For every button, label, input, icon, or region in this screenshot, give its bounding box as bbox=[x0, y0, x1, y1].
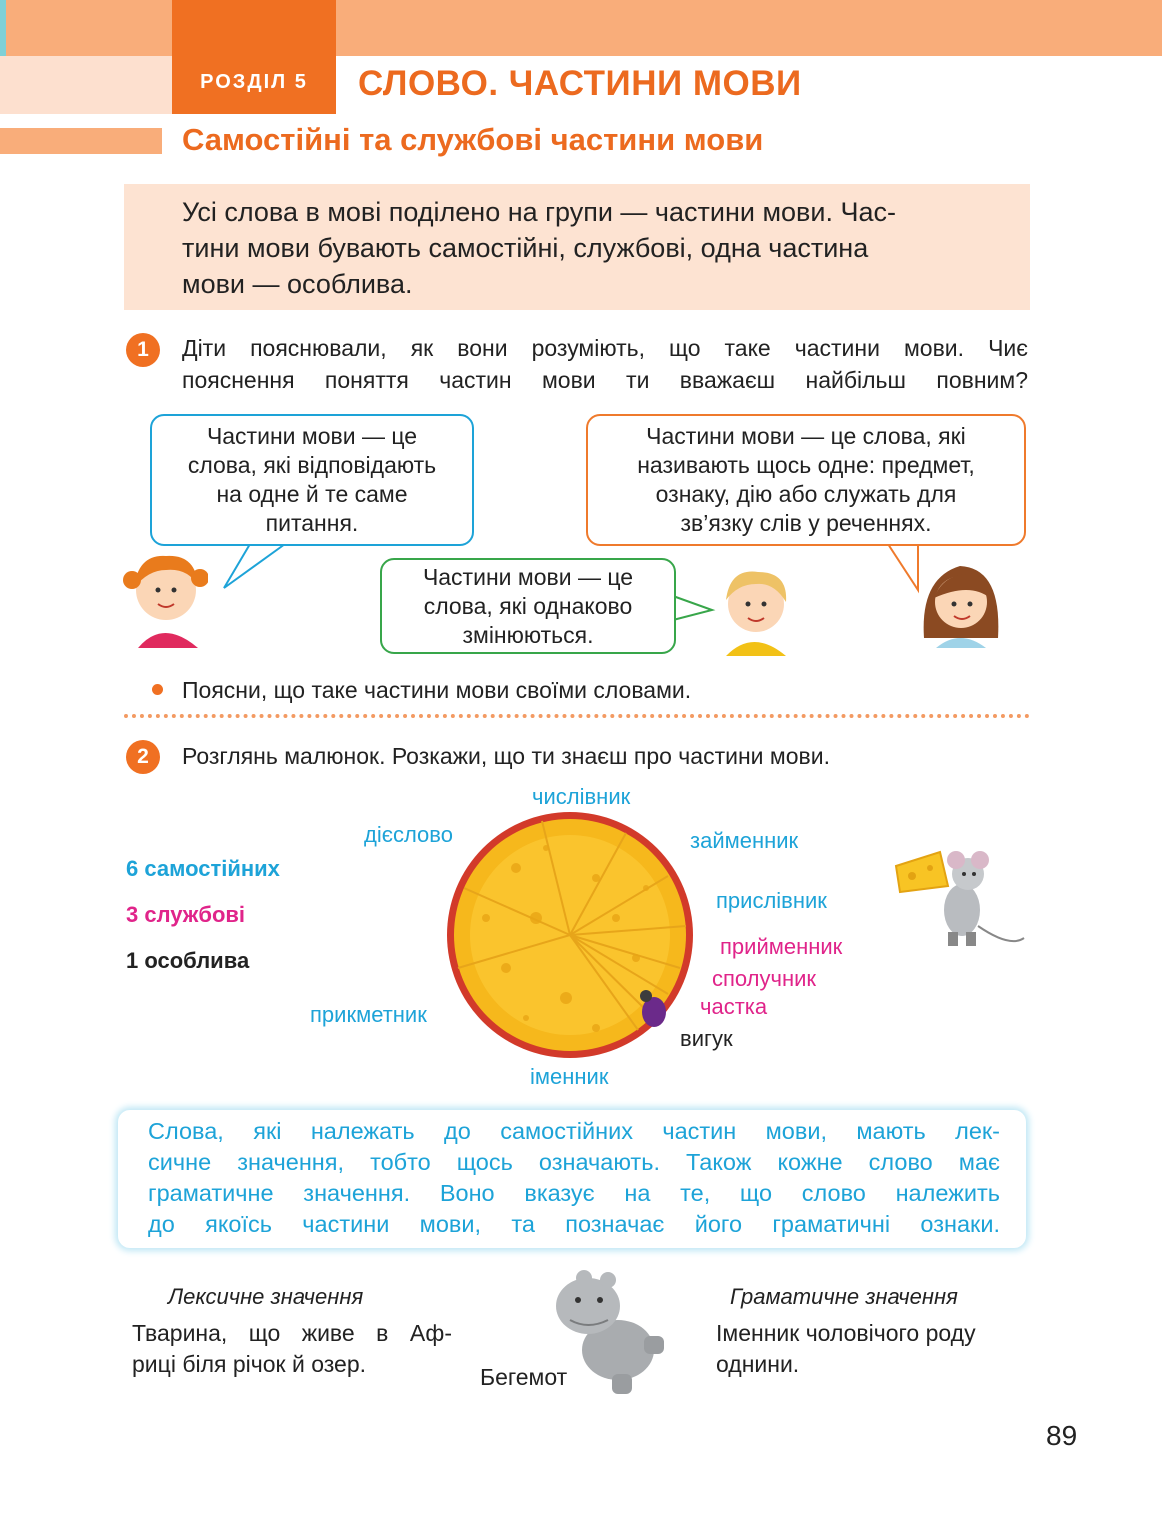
pie-label-preposition: прийменник bbox=[720, 934, 843, 959]
girl-brunette-icon bbox=[914, 548, 1006, 648]
info-line: сичне значення, тобто щось означають. Також кожне слово має bbox=[148, 1149, 1000, 1175]
pie-label-numeral: числівник bbox=[532, 784, 631, 809]
info-line: до якоїсь частини мови, та позначає його граматичні ознаки. bbox=[148, 1211, 1000, 1237]
bubble-line: ознаку, дію або служать для bbox=[655, 481, 957, 507]
category-special: 1 особлива bbox=[126, 948, 250, 973]
task-number-2: 2 bbox=[126, 740, 160, 774]
bubble-line: на одне й те саме bbox=[216, 481, 408, 507]
cheese-pie-diagram bbox=[446, 808, 696, 1062]
section-label: РОЗДІЛ 5 bbox=[172, 0, 336, 114]
task2-text: Розглянь малюнок. Розкажи, що ти знаєш про частини мови. bbox=[182, 743, 830, 769]
bubble-green bbox=[380, 558, 676, 654]
pie-label-pronoun: займенник bbox=[690, 828, 799, 853]
pie-label-particle: частка bbox=[700, 994, 768, 1019]
info-line: Слова, які належать до самостійних частин мови, мають лек- bbox=[148, 1118, 1000, 1144]
rule-line: тини мови бувають самостійні, службові, одна частина bbox=[182, 233, 869, 263]
info-box bbox=[118, 1110, 1026, 1248]
bubble-line: Частини мови — це bbox=[422, 563, 634, 590]
pie-label-adjective: прикметник bbox=[310, 1002, 427, 1027]
bubble-line: називають щось одне: предмет, bbox=[637, 452, 975, 478]
task1-line: пояснення поняття частин мови ти вважаєш найбільш повним? bbox=[182, 367, 1028, 393]
lexical-text bbox=[132, 1318, 452, 1380]
bubble-blue bbox=[150, 414, 474, 546]
page-number: 89 bbox=[1046, 1420, 1078, 1451]
lesson-title: Самостійні та службові частини мови bbox=[182, 122, 764, 157]
boy-blond-icon bbox=[708, 558, 798, 658]
lexical-title: Лексичне значення bbox=[168, 1284, 364, 1309]
bubble-line: слова, які однаково bbox=[423, 592, 633, 619]
example-word: Бегемот bbox=[480, 1364, 568, 1390]
info-line: граматичне значення. Воно вказує на те, що слово належить bbox=[148, 1180, 1000, 1206]
rule-line: Усі слова в мові поділено на групи — частини мови. Час- bbox=[182, 197, 896, 227]
pie-label-noun: іменник bbox=[530, 1064, 609, 1089]
grammatical-line: Іменник чоловічого роду bbox=[716, 1320, 976, 1346]
grammatical-title: Граматичне значення bbox=[730, 1284, 958, 1309]
grammatical-text bbox=[716, 1318, 976, 1380]
grammatical-line: однини. bbox=[716, 1351, 800, 1377]
pie-label-adverb: прислівник bbox=[716, 888, 827, 913]
category-auxiliary: 3 службові bbox=[126, 902, 246, 927]
lexical-line: Тварина, що живе в Аф- bbox=[132, 1320, 452, 1346]
bullet-dot bbox=[152, 684, 163, 695]
category-independent: 6 самостійних bbox=[126, 856, 280, 881]
task1-bullet-text: Поясни, що таке частини мови своїми словами. bbox=[182, 677, 692, 703]
mouse-with-cheese-icon bbox=[890, 848, 1030, 952]
bubble-line: питання. bbox=[265, 510, 359, 536]
task-number-1: 1 bbox=[126, 333, 160, 367]
pie-label-verb: дієслово bbox=[364, 822, 453, 847]
dotted-divider bbox=[124, 714, 1030, 718]
pie-label-conjunction: сполучник bbox=[712, 966, 817, 991]
girl-redhead-icon bbox=[118, 540, 208, 650]
bubble-line: слова, які відповідають bbox=[187, 452, 437, 478]
lexical-line: риці біля річок й озер. bbox=[132, 1351, 367, 1377]
bubble-orange bbox=[586, 414, 1026, 546]
bubble-line: зв’язку слів у реченнях. bbox=[680, 510, 932, 536]
rule-line: мови — особлива. bbox=[182, 269, 413, 299]
task1-line: Діти пояснювали, як вони розуміють, що таке частини мови. Чиє bbox=[182, 335, 1028, 361]
bubble-line: Частини мови — це слова, які bbox=[646, 423, 966, 449]
chapter-title: СЛОВО. ЧАСТИНИ МОВИ bbox=[358, 64, 802, 103]
pie-label-interjection: вигук bbox=[680, 1026, 733, 1051]
bubble-line: Частини мови — це bbox=[206, 423, 418, 449]
bubble-line: змінюються. bbox=[462, 621, 594, 648]
